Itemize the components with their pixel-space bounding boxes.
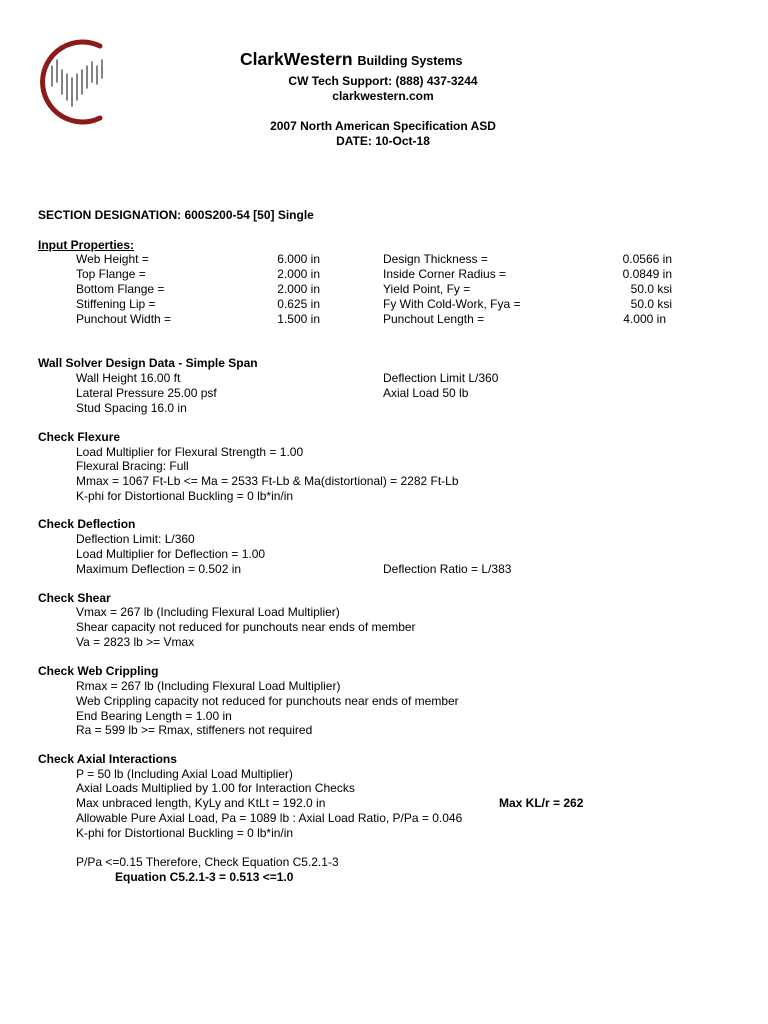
web-crippling-heading: Check Web Crippling <box>38 664 159 678</box>
wall-solver-heading: Wall Solver Design Data - Simple Span <box>38 356 258 370</box>
deflection-line: Load Multiplier for Deflection = 1.00 <box>76 547 266 561</box>
prop-value: 50.0 ksi <box>630 297 672 311</box>
prop-label: Stiffening Lip = <box>76 297 156 311</box>
wall-solver-line: Lateral Pressure 25.00 psf <box>76 386 217 400</box>
flexure-heading: Check Flexure <box>38 430 121 444</box>
web-crippling-line: Ra = 599 lb >= Rmax, stiffeners not required <box>76 723 313 737</box>
web-crippling-line: Web Crippling capacity not reduced for punchouts near ends of member <box>76 694 459 708</box>
spec-title: 2007 North American Specification ASD <box>270 119 496 133</box>
web-crippling-line: End Bearing Length = 1.00 in <box>76 709 232 723</box>
shear-line: Shear capacity not reduced for punchouts near ends of member <box>76 620 416 634</box>
section-designation: SECTION DESIGNATION: 600S200-54 [50] Single <box>38 208 314 222</box>
flexure-line: Load Multiplier for Flexural Strength = 1.00 <box>76 445 304 459</box>
prop-value: 6.000 in <box>277 252 320 266</box>
prop-value: 1.500 in <box>277 312 320 326</box>
max-klr: Max KL/r = 262 <box>499 796 584 810</box>
wall-solver-line: Stud Spacing 16.0 in <box>76 401 187 415</box>
prop-value: 2.000 in <box>277 282 320 296</box>
deflection-heading: Check Deflection <box>38 517 136 531</box>
axial-line: Axial Loads Multiplied by 1.00 for Interaction Checks <box>76 781 355 795</box>
flexure-line: Flexural Bracing: Full <box>76 459 189 473</box>
deflection-line: Deflection Limit: L/360 <box>76 532 195 546</box>
wall-solver-line: Axial Load 50 lb <box>383 386 469 400</box>
prop-value: 50.0 ksi <box>630 282 672 296</box>
flexure-line: Mmax = 1067 Ft-Lb <= Ma = 2533 Ft-Lb & Ma(distortional) = 2282 Ft-Lb <box>76 474 459 488</box>
axial-check-line: P/Pa <=0.15 Therefore, Check Equation C5.2.1-3 <box>76 855 339 869</box>
company-header <box>240 49 463 69</box>
clarkwestern-logo <box>30 36 122 128</box>
flexure-line: K-phi for Distortional Buckling = 0 lb*in/in <box>76 489 294 503</box>
prop-value: 0.0566 in <box>622 252 672 266</box>
prop-label: Punchout Length = <box>383 312 485 326</box>
shear-line: Vmax = 267 lb (Including Flexural Load Multiplier) <box>76 605 340 619</box>
deflection-ratio: Deflection Ratio = L/383 <box>383 562 512 576</box>
prop-label: Top Flange = <box>76 267 146 281</box>
prop-value: 0.625 in <box>277 297 320 311</box>
deflection-line: Maximum Deflection = 0.502 in <box>76 562 242 576</box>
web-crippling-line: Rmax = 267 lb (Including Flexural Load Multiplier) <box>76 679 341 693</box>
website: clarkwestern.com <box>332 89 434 103</box>
wall-solver-line: Wall Height 16.00 ft <box>76 371 181 385</box>
prop-value: 0.0849 in <box>622 267 672 281</box>
prop-label: Web Height = <box>76 252 149 266</box>
prop-value: 2.000 in <box>277 267 320 281</box>
axial-equation-result: Equation C5.2.1-3 = 0.513 <=1.0 <box>115 870 294 884</box>
report-date: DATE: 10-Oct-18 <box>336 134 430 148</box>
support-phone: CW Tech Support: (888) 437-3244 <box>288 74 478 88</box>
company-tagline: Building Systems <box>357 54 463 68</box>
axial-line: Allowable Pure Axial Load, Pa = 1089 lb : Axial Load Ratio, P/Pa = 0.046 <box>76 811 463 825</box>
shear-heading: Check Shear <box>38 591 111 605</box>
axial-line: Max unbraced length, KyLy and KtLt = 192.0 in <box>76 796 326 810</box>
wall-solver-line: Deflection Limit L/360 <box>383 371 499 385</box>
company-name: ClarkWestern <box>240 49 353 69</box>
prop-label: Design Thickness = <box>383 252 488 266</box>
prop-label: Inside Corner Radius = <box>383 267 507 281</box>
input-properties-heading: Input Properties: <box>38 238 135 252</box>
axial-line: P = 50 lb (Including Axial Load Multiplier) <box>76 767 293 781</box>
prop-label: Bottom Flange = <box>76 282 165 296</box>
shear-line: Va = 2823 lb >= Vmax <box>76 635 195 649</box>
axial-heading: Check Axial Interactions <box>38 752 177 766</box>
prop-label: Yield Point, Fy = <box>383 282 471 296</box>
prop-label: Punchout Width = <box>76 312 172 326</box>
prop-value: 4.000 in <box>623 312 666 326</box>
prop-label: Fy With Cold-Work, Fya = <box>383 297 521 311</box>
axial-line: K-phi for Distortional Buckling = 0 lb*in/in <box>76 826 294 840</box>
